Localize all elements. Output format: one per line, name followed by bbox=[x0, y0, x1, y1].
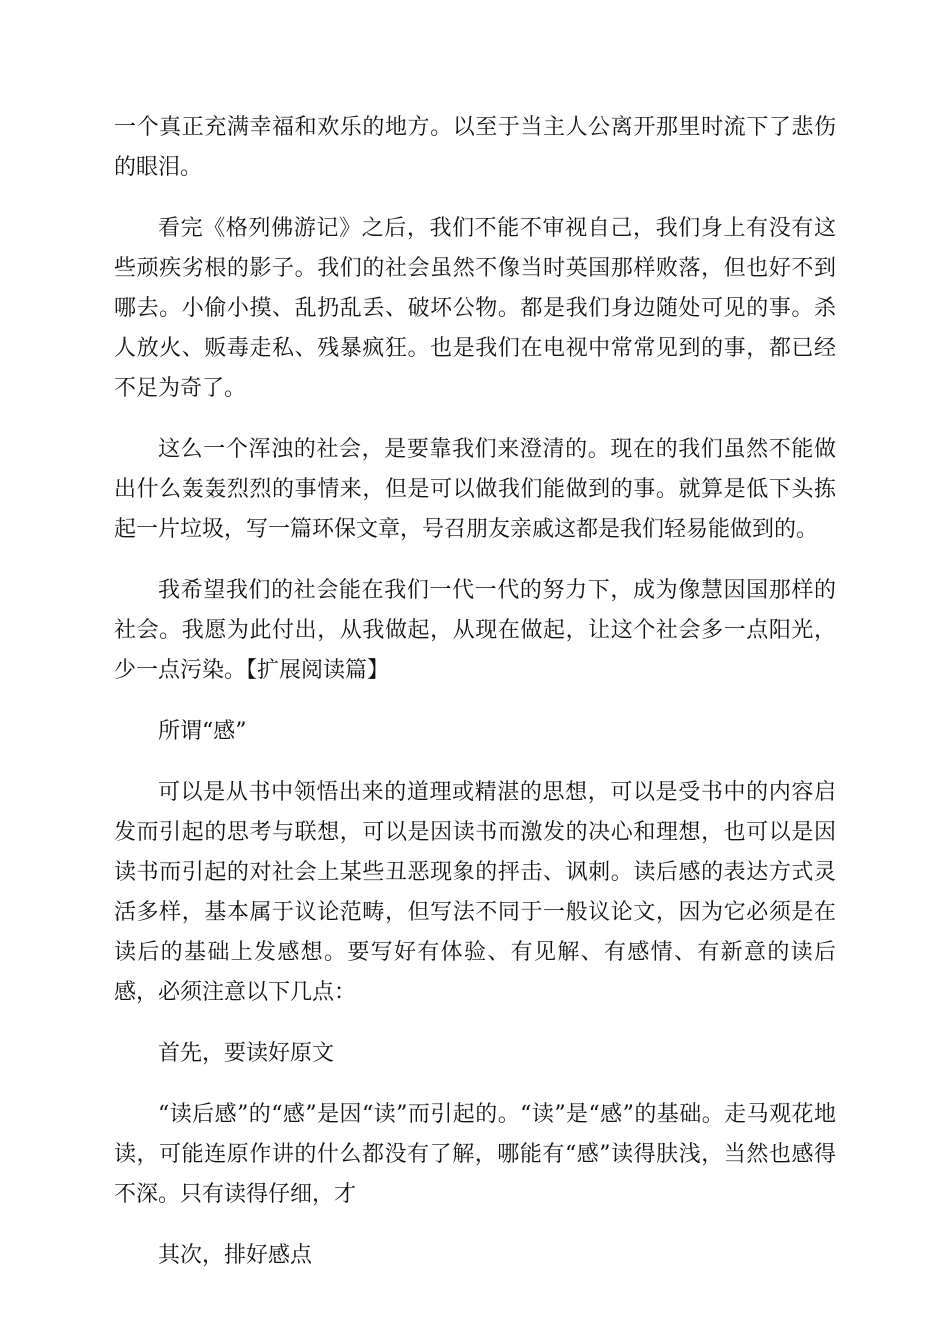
section-heading-arrange-points: 其次，排好感点 bbox=[158, 1243, 313, 1268]
paragraph-society-cleanup: 这么一个浑浊的社会，是要靠我们来澄清的。现在的我们虽然不能做出什么轰轰烈烈的事情来，但是可以做我们能做到的事。就算是低下头拣起一片垃圾，写一篇环保文章，号召朋友亲戚这都是我们轻易能做到的。 bbox=[114, 437, 836, 542]
paragraph-read-original: “读后感”的“感”是因“读”而引起的。“读”是“感”的基础。走马观花地读，可能连原作讲的什么都没有了解，哪能有“感”读得肤浅，当然也感得不深。只有读得仔细，才 bbox=[114, 1102, 836, 1207]
section-heading-read-original: 首先，要读好原文 bbox=[158, 1041, 335, 1066]
paragraph-gan-definition: 可以是从书中领悟出来的道理或精湛的思想，可以是受书中的内容启发而引起的思考与联想，可以是因读书而激发的决心和理想，也可以是因读书而引起的对社会上某些丑恶现象的抨击、讽刺。读后感的表达方式灵活多样，基本属于议论范畴，但写法不同于一般议论文，因为它必须是在读后的基础上发感想。要写好有体验、有见解、有感情、有新意的读后感，必须注意以下几点： bbox=[114, 780, 836, 1005]
paragraph-hope: 我希望我们的社会能在我们一代一代的努力下，成为像慧因国那样的社会。我愿为此付出，从我做起，从现在做起，让这个社会多一点阳光，少一点污染。【扩展阅读篇】 bbox=[114, 578, 836, 683]
document-page bbox=[114, 108, 836, 1297]
section-heading-gan: 所谓“感” bbox=[158, 719, 247, 744]
paragraph-gulliver-reflection: 看完《格列佛游记》之后，我们不能不审视自己，我们身上有没有这些顽疾劣根的影子。我们的社会虽然不像当时英国那样败落，但也好不到哪去。小偷小摸、乱扔乱丢、破坏公物。都是我们身边随处可见的事。杀人放火、贩毒走私、残暴疯狂。也是我们在电视中常常见到的事，都已经不足为奇了。 bbox=[114, 216, 836, 401]
paragraph-intro-continuation: 一个真正充满幸福和欢乐的地方。以至于当主人公离开那里时流下了悲伤的眼泪。 bbox=[114, 115, 836, 180]
